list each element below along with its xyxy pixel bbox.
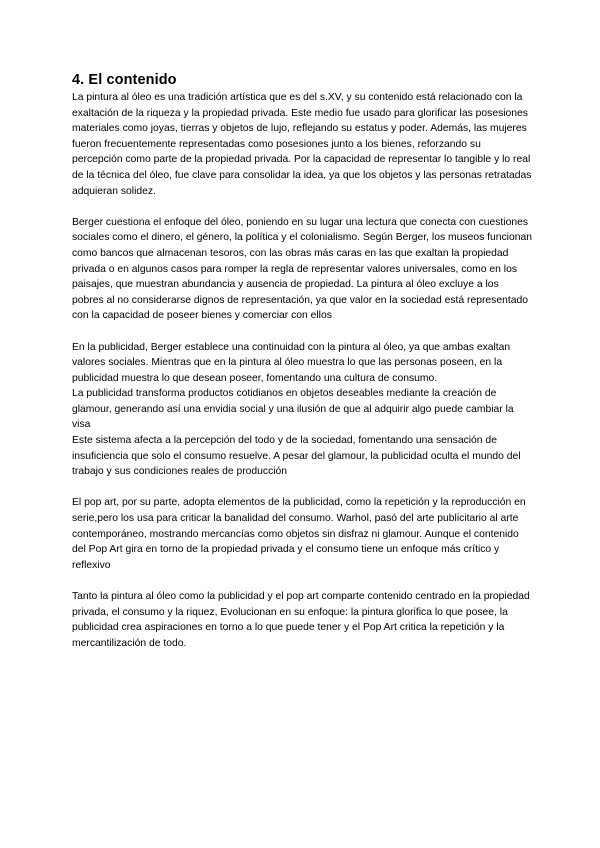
paragraph-oil-painting-intro: La pintura al óleo es una tradición artística que es del s.XV, y su contenido está relacionado con la exaltación de la riqueza y la propiedad privada. Este medio fue usado para glorificar las posesiones materiales como joyas, tierras y objetos de lujo, reflejando su estatus y poder. Además, las mujeres fueron frecuentemente representadas como posesiones junto a los bienes, reforzando su percepción como parte de la propiedad privada. Por la capacidad de representar lo tangible y lo real de la técnica del óleo, fue clave para consolidar la idea, ya que los objetos y las personas retratadas adquieran solidez.	[72, 92, 532, 197]
paragraph-advertising-glamour: La publicidad transforma productos cotidianos en objetos deseables mediante la creación de glamour, generando así una envidia social y una ilusión de que al adquirir algo puede cambiar la visa	[72, 388, 514, 431]
paragraph-consumption-system: Este sistema afecta a la percepción del todo y de la sociedad, fomentando una sensación de insuficiencia que solo el consumo resuelve. A pesar del glamour, la publicidad oculta el mundo del trabajo y sus condiciones reales de producción	[72, 435, 521, 478]
paragraph-pop-art: El pop art, por su parte, adopta elementos de la publicidad, como la repetición y la reproducción en serie,pero los usa para criticar la banalidad del consumo. Warhol, pasó del arte publicitario al arte contemporáneo, mostrando mercancías como objetos sin disfraz ni glamour. Aunque el contenido del Pop Art gira en torno de la propiedad privada y el consumo tiene un enfoque más crítico y reflexivo	[72, 497, 526, 571]
paragraph-gap	[72, 573, 532, 589]
paragraph-gap	[72, 324, 532, 340]
paragraph-berger-critique: Berger cuestiona el enfoque del óleo, poniendo en su lugar una lectura que conecta con cuestiones sociales como el dinero, el género, la política y el colonialismo. Según Berger, los museos funcionan como bancos que almacenan tesoros, con las obras más caras en las que exaltan la propiedad privada o en algunos casos para romper la regla de representar valores universales, como en los paisajes, que muestran abundancia y ausencia de propiedad. La pintura al óleo excluye a los pobres al no considerarse dignos de representación, ya que valor en la sociedad está representado con la capacidad de poseer bienes y comerciar con ellos	[72, 216, 532, 322]
paragraph-gap	[72, 199, 532, 215]
document-body	[72, 72, 532, 651]
section-heading: 4. El contenido	[72, 72, 177, 88]
paragraph-gap	[72, 480, 532, 496]
paragraph-conclusion: Tanto la pintura al óleo como la publicidad y el pop art comparte contenido centrado en la propiedad privada, el consumo y la riquez, Evolucionan en su enfoque: la pintura glorifica lo que posee, la publicidad crea aspiraciones en torno a lo que puede tener y el Pop Art critica la repetición y la mercantilización de todo.	[72, 591, 530, 649]
paragraph-advertising-continuity: En la publicidad, Berger establece una continuidad con la pintura al óleo, ya que ambas exaltan valores sociales. Mientras que en la pintura al óleo muestra lo que las personas poseen, en la publicidad muestra lo que desean poseer, fomentando una cultura de consumo.	[72, 341, 511, 384]
